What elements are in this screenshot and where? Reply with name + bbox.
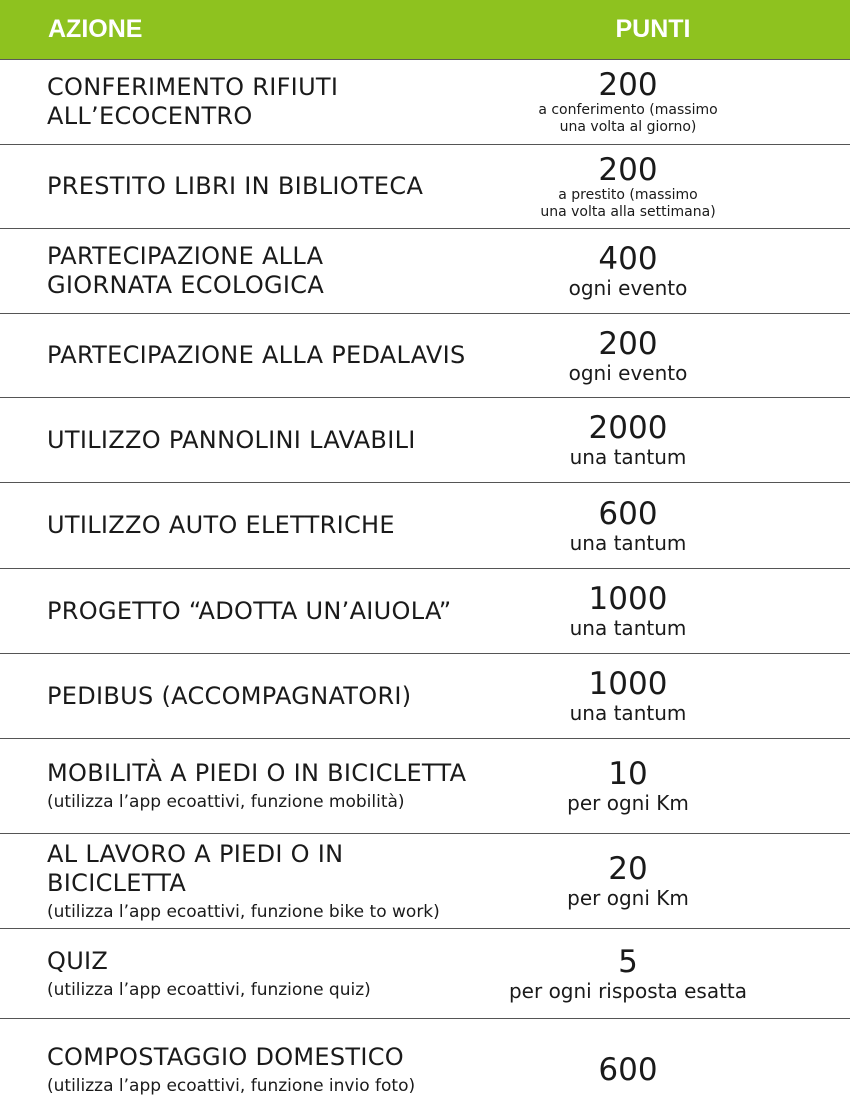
- action-text: PARTECIPAZIONE ALLA: [47, 242, 324, 270]
- points-cell: [428, 411, 828, 469]
- action-text-line2: GIORNATA ECOLOGICA: [47, 271, 325, 299]
- action-text: UTILIZZO AUTO ELETTRICHE: [47, 511, 395, 539]
- points-note: una tantum: [569, 530, 687, 555]
- points-cell: [428, 68, 828, 136]
- points-cell: [428, 667, 828, 725]
- action-cell: [0, 597, 478, 626]
- points-note: una tantum: [569, 445, 687, 469]
- action-text: QUIZ: [47, 946, 109, 975]
- table-row: [0, 145, 850, 229]
- action-subtext: (utilizza l’app ecoattivi, funzione bike to work): [47, 901, 440, 922]
- action-cell: [0, 172, 478, 201]
- action-text: UTILIZZO PANNOLINI LAVABILI: [47, 425, 416, 454]
- table-header: [0, 0, 850, 60]
- points-cell: [428, 497, 828, 555]
- points-value: 200: [598, 151, 658, 188]
- header-action: AZIONE: [48, 15, 143, 43]
- points-note-line2: una volta al giorno): [559, 119, 697, 135]
- table-row: [0, 654, 850, 739]
- table-row: [0, 929, 850, 1019]
- table-row: [0, 229, 850, 314]
- table-row: [0, 398, 850, 483]
- action-cell: [0, 511, 478, 540]
- points-note: per ogni Km: [567, 886, 689, 910]
- action-cell: [0, 426, 478, 455]
- table-row: [0, 314, 850, 398]
- points-note: per ogni risposta esatta: [508, 978, 748, 1003]
- points-note: una tantum: [569, 616, 687, 640]
- points-note: ogni evento: [568, 360, 688, 385]
- table-row: [0, 60, 850, 145]
- table-row: [0, 834, 850, 929]
- action-text: MOBILITÀ A PIEDI O IN BICICLETTA: [47, 759, 467, 787]
- points-value: 10: [608, 756, 648, 792]
- action-cell: [0, 947, 478, 1001]
- action-text: PRESTITO LIBRI IN BIBLIOTECA: [47, 172, 424, 200]
- action-cell: [0, 759, 478, 813]
- action-text-line2: ALL’ECOCENTRO: [47, 102, 253, 130]
- table-row: [0, 569, 850, 654]
- table-row: [0, 1019, 850, 1120]
- action-cell: [0, 840, 478, 923]
- action-text: PROGETTO “ADOTTA UN’AIUOLA”: [47, 596, 452, 625]
- action-subtext: (utilizza l’app ecoattivi, funzione quiz): [47, 979, 371, 1000]
- action-text: AL LAVORO A PIEDI O IN BICICLETTA: [47, 839, 344, 897]
- points-value: 1000: [588, 581, 668, 617]
- action-cell: [0, 341, 478, 370]
- action-text: PARTECIPAZIONE ALLA PEDALAVIS: [47, 341, 466, 369]
- table-row: [0, 739, 850, 834]
- action-cell: [0, 682, 478, 711]
- points-note: ogni evento: [568, 276, 688, 300]
- points-value: 600: [598, 495, 658, 532]
- action-cell: [0, 242, 478, 300]
- action-text: COMPOSTAGGIO DOMESTICO: [47, 1042, 405, 1071]
- points-note: per ogni Km: [567, 791, 689, 815]
- action-subtext: (utilizza l’app ecoattivi, funzione mobilità): [47, 792, 405, 812]
- action-text: CONFERIMENTO RIFIUTI: [47, 73, 339, 101]
- points-cell: [428, 327, 828, 385]
- points-value: 200: [598, 67, 658, 103]
- points-note: una tantum: [569, 701, 687, 725]
- points-value: 20: [608, 851, 648, 887]
- action-cell: [0, 73, 478, 131]
- points-note: a conferimento (massimo: [538, 102, 718, 118]
- points-value: 200: [598, 325, 658, 362]
- points-cell: [428, 1053, 828, 1087]
- action-cell: [0, 1043, 478, 1097]
- action-text: PEDIBUS (ACCOMPAGNATORI): [47, 681, 412, 710]
- points-value: 400: [598, 241, 658, 277]
- header-points: PUNTI: [615, 15, 691, 43]
- points-cell: [428, 242, 828, 300]
- action-subtext: (utilizza l’app ecoattivi, funzione invio foto): [47, 1075, 416, 1096]
- points-value: 600: [598, 1051, 658, 1088]
- points-value: 1000: [588, 666, 668, 702]
- points-value: 5: [618, 943, 638, 980]
- points-value: 2000: [588, 410, 668, 446]
- points-cell: [428, 757, 828, 815]
- points-note-line2: una volta alla settimana): [540, 203, 716, 220]
- points-cell: [428, 852, 828, 910]
- points-cell: [428, 153, 828, 221]
- points-cell: [428, 582, 828, 640]
- table-row: [0, 483, 850, 569]
- points-cell: [428, 945, 828, 1003]
- points-note: a prestito (massimo: [558, 186, 698, 203]
